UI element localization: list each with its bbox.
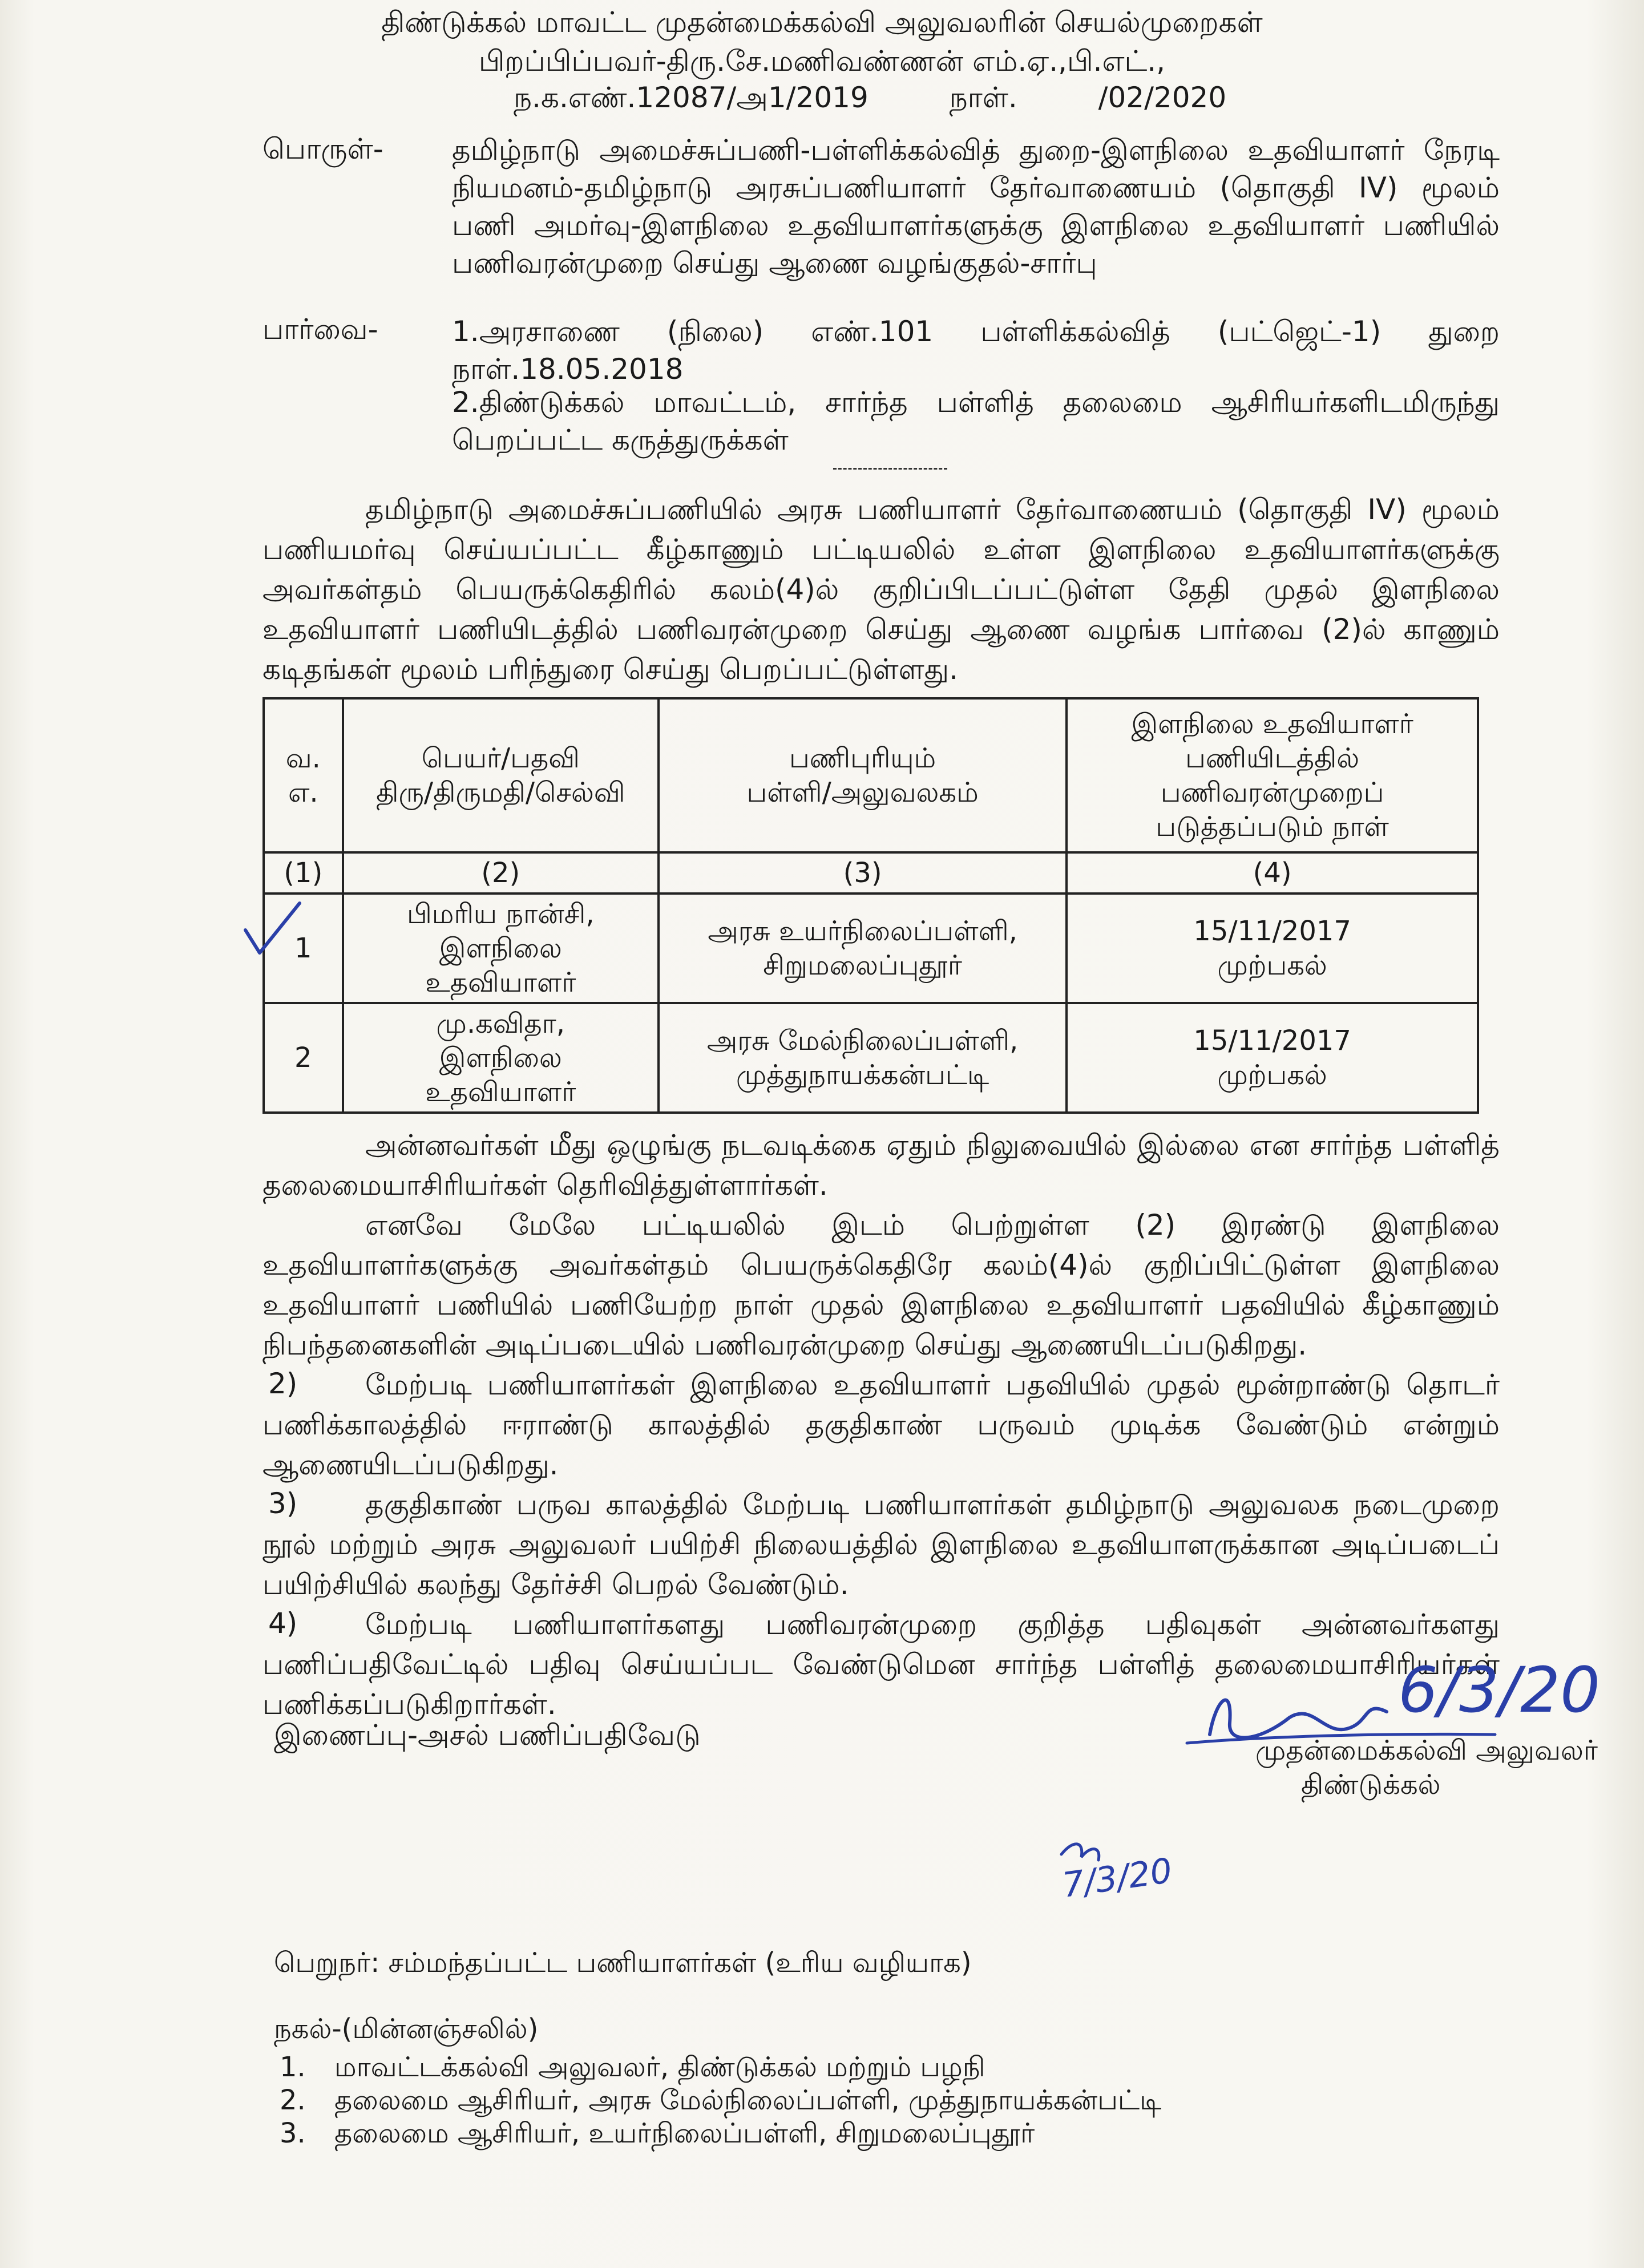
- signatory-place: திண்டுக்கல்: [1301, 1769, 1441, 1801]
- row-sno: 2: [264, 1003, 343, 1113]
- recipient-line: பெறுநர்: சம்மந்தப்பட்ட பணியாளர்கள் (உரிய வழியாக): [274, 1947, 972, 1979]
- initial-mark-image: [1056, 1834, 1187, 1914]
- subject-text: தமிழ்நாடு அமைச்சுப்பணி-பள்ளிக்கல்வித் துறை-இளநிலை உதவியாளர் நேரடி நியமனம்-தமிழ்நாடு அரசுப்பணியாளர் தேர்வாணையம் (தொகுதி IV) மூலம் பணி அமர்வு-இளநிலை உதவியாளர்களுக்கு இளநிலை உதவியாளர் பணியில் பணிவரன்முறை செய்து ஆணை வழங்குதல்-சார்பு: [452, 134, 1500, 280]
- row-date: 15/11/2017 முற்பகல்: [1067, 1003, 1478, 1113]
- signature-date: 6/3/20: [1398, 1654, 1601, 1727]
- regularisation-table: [262, 697, 1479, 1114]
- reference-number: ந.க.எண்.12087/அ1/2019: [514, 81, 869, 114]
- reference-item-2: 2.திண்டுக்கல் மாவட்டம், சார்ந்த பள்ளித் தலைமை ஆசிரியர்களிடமிருந்து பெறப்பட்ட கருத்துருக்கள்: [452, 386, 1500, 456]
- list-item: 2. தலைமை ஆசிரியர், அரசு மேல்நிலைப்பள்ளி, முத்துநாயக்கன்பட்டி: [280, 2084, 1162, 2116]
- table-column-number-row: [264, 852, 1478, 894]
- header-office-title: திண்டுக்கல் மாவட்ட முதன்மைக்கல்வி அலுவலரின் செயல்முறைகள்: [381, 6, 1263, 39]
- signatory-designation: முதன்மைக்கல்வி அலுவலர்: [1255, 1735, 1598, 1766]
- list-item: 1. மாவட்டக்கல்வி அலுவலர், திண்டுக்கல் மற்றும் பழநி: [280, 2051, 985, 2083]
- col-number: (2): [343, 852, 659, 894]
- clause-number: 2): [268, 1367, 298, 1400]
- paragraph-regularisation-order: எனவே மேலே பட்டியலில் இடம் பெற்றுள்ள (2) இரண்டு இளநிலை உதவியாளர்களுக்கு அவர்கள்தம் பெயருக்கெதிரே கலம்(4)ல் குறிப்பிட்டுள்ள இளநிலை உதவியாளர் பணியில் பணியேற்ற நாள் முதல் இளநிலை உதவியாளர் பதவியில் கீழ்காணும் நிபந்தனைகளின் அடிப்படையில் பணிவரன்முறை செய்து ஆணையிடப்படுகிறது.: [262, 1208, 1500, 1361]
- header-cell-sno: வ. எ.: [264, 698, 343, 852]
- col-number: (4): [1067, 852, 1478, 894]
- list-item: 3. தலைமை ஆசிரியர், உயர்நிலைப்பள்ளி, சிறுமலைப்புதூர்: [280, 2117, 1035, 2149]
- row-sno: 1: [264, 894, 343, 1003]
- copy-list: [280, 2051, 1161, 2150]
- date-label: நாள்.: [949, 81, 1017, 114]
- col-number: (3): [659, 852, 1067, 894]
- initial-date: 7/3/20: [1060, 1850, 1175, 1906]
- header-cell-office: பணிபுரியும் பள்ளி/அலுவலகம்: [659, 698, 1067, 852]
- copy-heading: நகல்-(மின்னஞ்சலில்): [274, 2013, 539, 2045]
- clause-number: 3): [268, 1487, 298, 1520]
- table-row: [264, 894, 1478, 1003]
- header-cell-date: இளநிலை உதவியாளர் பணியிடத்தில் பணிவரன்முறைப் படுத்தப்படும் நாள்: [1067, 698, 1478, 852]
- row-office: அரசு மேல்நிலைப்பள்ளி, முத்துநாயக்கன்பட்டி: [659, 1003, 1067, 1113]
- checkmark-icon: [243, 899, 305, 961]
- header-issuer: பிறப்பிப்பவர்-திரு.சே.மணிவண்ணன் எம்.ஏ.,பி.எட்.,: [478, 45, 1166, 78]
- date-value: /02/2020: [1098, 81, 1227, 114]
- paragraph-probation: மேற்படி பணியாளர்கள் இளநிலை உதவியாளர் பதவியில் முதல் மூன்றாண்டு தொடர் பணிக்காலத்தில் ஈராண்டு காலத்தில் தகுதிகாண் பருவம் முடிக்க வேண்டும் என்றும் ஆணையிடப்படுகிறது.: [262, 1368, 1500, 1481]
- reference-label: பார்வை-: [262, 313, 378, 346]
- col-number: (1): [264, 852, 343, 894]
- enclosure-note: இணைப்பு-அசல் பணிப்பதிவேடு: [274, 1719, 701, 1752]
- table-header-row: [264, 698, 1478, 852]
- row-name-post: பிமரிய நான்சி, இளநிலை உதவியாளர்: [343, 894, 659, 1003]
- subject-label: பொருள்-: [262, 132, 383, 165]
- table-row: [264, 1003, 1478, 1113]
- row-name-post: மு.கவிதா, இளநிலை உதவியாளர்: [343, 1003, 659, 1113]
- header-reference-line: [514, 81, 1226, 118]
- row-date: 15/11/2017 முற்பகல்: [1067, 894, 1478, 1003]
- header-cell-name: பெயர்/பதவி திரு/திருமதி/செல்வி: [343, 698, 659, 852]
- clause-number: 4): [268, 1607, 298, 1640]
- paragraph-training: தகுதிகாண் பருவ காலத்தில் மேற்படி பணியாளர்கள் தமிழ்நாடு அலுவலக நடைமுறை நூல் மற்றும் அரசு அலுவலர் பயிற்சி நிலையத்தில் இளநிலை உதவியாளருக்கான அடிப்படைப் பயிற்சியில் கலந்து தேர்ச்சி பெறல் வேண்டும்.: [262, 1488, 1500, 1601]
- intro-paragraph: தமிழ்நாடு அமைச்சுப்பணியில் அரசு பணியாளர் தேர்வாணையம் (தொகுதி IV) மூலம் பணியமர்வு செய்யப்பட்ட கீழ்காணும் பட்டியலில் உள்ள இளநிலை உதவியாளர்களுக்கு அவர்கள்தம் பெயருக்கெதிரில் கலம்(4)ல் குறிப்பிடப்பட்டுள்ள தேதி முதல் இளநிலை உதவியாளர் பணியிடத்தில் பணிவரன்முறை செய்து ஆணை வழங்க பார்வை (2)ல் காணும் கடிதங்கள் மூலம் பரிந்துரை செய்து பெறப்பட்டுள்ளது.: [262, 493, 1500, 686]
- paragraph-no-disciplinary: அன்னவர்கள் மீது ஒழுங்கு நடவடிக்கை ஏதும் நிலுவையில் இல்லை என சார்ந்த பள்ளித் தலைமையாசிரியர்கள் தெரிவித்துள்ளார்கள்.: [262, 1129, 1500, 1202]
- separator-line: [833, 468, 947, 470]
- reference-item-1: 1.அரசாணை (நிலை) எண்.101 பள்ளிக்கல்வித் (பட்ஜெட்-1) துறை நாள்.18.05.2018: [452, 315, 1500, 386]
- row-office: அரசு உயர்நிலைப்பள்ளி, சிறுமலைப்புதூர்: [659, 894, 1067, 1003]
- paragraph-service-register: மேற்படி பணியாளர்களது பணிவரன்முறை குறித்த பதிவுகள் அன்னவர்களது பணிப்பதிவேட்டில் பதிவு செய்யப்பட வேண்டுமென சார்ந்த பள்ளித் தலைமையாசிரியர்கள் பணிக்கப்படுகிறார்கள்.: [262, 1608, 1500, 1721]
